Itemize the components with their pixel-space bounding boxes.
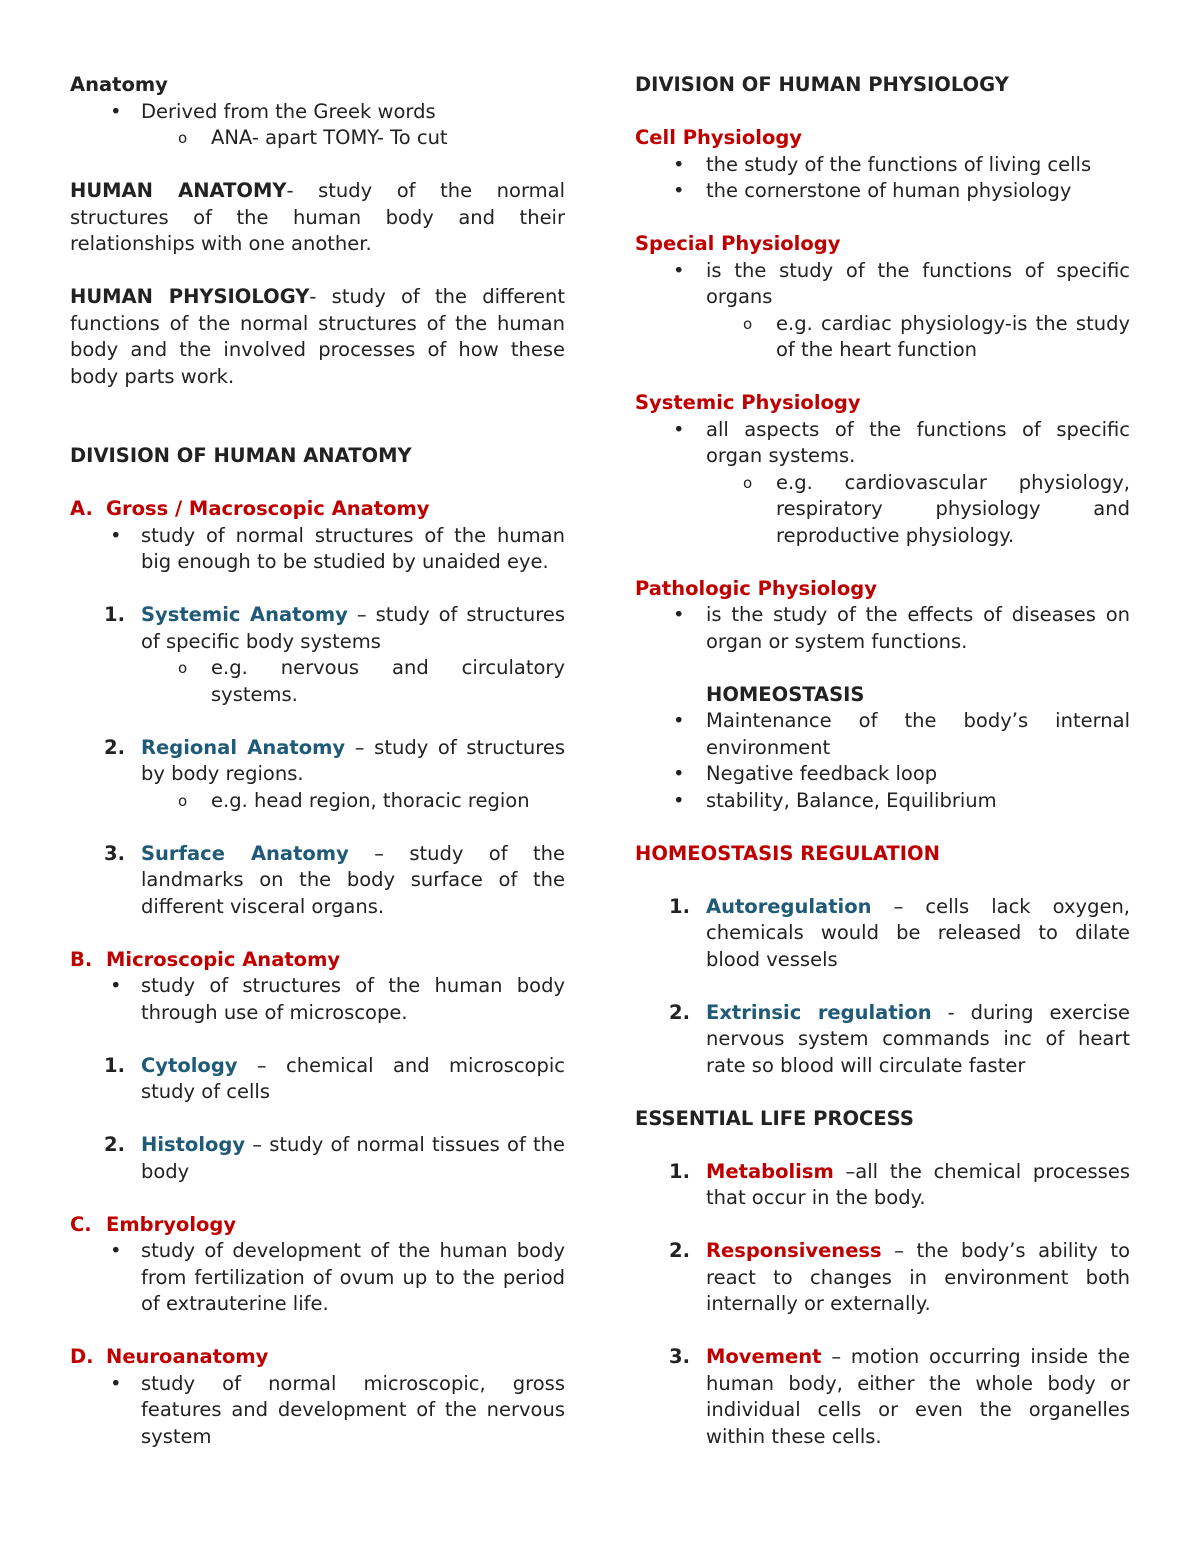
section-heading: A. Gross / Macroscopic Anatomy <box>70 497 430 520</box>
list-item: • Derived from the Greek words <box>70 99 565 126</box>
sub-bullet-marker: o <box>178 129 188 147</box>
section-heading: D. Neuroanatomy <box>70 1345 269 1368</box>
list-item: • the cornerstone of human physiology <box>673 179 1072 202</box>
division-physiology-title: DIVISION OF HUMAN PHYSIOLOGY <box>635 73 1009 96</box>
bullet-marker: • <box>110 99 122 123</box>
list-item: • stability, Balance, Equilibrium <box>673 788 997 812</box>
numbered-item: 3. Surface Anatomy – study of the landmarks on the body surface of the different visceral organs. <box>104 841 565 918</box>
numbered-item: 2. Extrinsic regulation - during exercise nervous system commands inc of heart rate so blood will circulate faster <box>669 1000 1130 1077</box>
list-item: o e.g. nervous and circulatory systems. <box>178 656 565 706</box>
list-item: o e.g. cardiovascular physiology, respiratory physiology and reproductive physiology. <box>743 470 1130 547</box>
human-physiology-paragraph: HUMAN PHYSIOLOGY- study of the different functions of the normal structures of the human body and the involved processes of how these body parts work. <box>70 285 566 388</box>
section-heading: HOMEOSTASIS REGULATION <box>635 841 940 865</box>
numbered-item: 3. Movement – motion occurring inside the human body, either the whole body or individual cells or even the organelles within these cells. <box>669 1345 1130 1448</box>
division-anatomy-title: DIVISION OF HUMAN ANATOMY <box>70 444 412 467</box>
section-heading: Special Physiology <box>635 232 841 255</box>
numbered-item: 1. Autoregulation – cells lack oxygen, chemicals would be released to dilate blood vessels <box>669 894 1130 971</box>
list-item: • study of normal microscopic, gross features and development of the nervous system <box>110 1371 565 1448</box>
list-item: • study of development of the human body from fertilization of ovum up to the period of extrauterine life. <box>110 1239 565 1315</box>
list-item: • is the study of the effects of diseases on organ or system functions. <box>673 603 1130 653</box>
section-heading: C. Embryology <box>70 1212 237 1236</box>
left-column <box>70 72 565 1450</box>
section-heading: Systemic Physiology <box>635 391 861 414</box>
homeostasis-title: HOMEOSTASIS <box>706 682 865 706</box>
numbered-item: 2. Regional Anatomy – study of structures by body regions. <box>104 735 565 785</box>
list-item: o e.g. cardiac physiology-is the study of the heart function <box>743 311 1130 361</box>
section-heading: B. Microscopic Anatomy <box>70 947 341 971</box>
list-item: • Negative feedback loop <box>673 762 938 785</box>
list-item: • the study of the functions of living cells <box>673 152 1092 176</box>
numbered-item: 2. Responsiveness – the body’s ability to react to changes in environment both internally or externally. <box>669 1239 1130 1315</box>
anatomy-title: Anatomy <box>70 73 168 96</box>
list-item: • study of normal structures of the human big enough to be studied by unaided eye. <box>110 523 565 573</box>
list-item: • is the study of the functions of specific organs <box>673 258 1130 308</box>
numbered-item: 1. Cytology – chemical and microscopic study of cells <box>104 1053 565 1103</box>
list-item: o e.g. head region, thoracic region <box>178 788 530 812</box>
right-column <box>635 72 1130 1450</box>
section-heading: Pathologic Physiology <box>635 576 877 600</box>
section-heading: Cell Physiology <box>635 126 803 149</box>
essential-life-process-title: ESSENTIAL LIFE PROCESS <box>635 1106 914 1130</box>
human-anatomy-paragraph: HUMAN ANATOMY- study of the normal structures of the human body and their relationships with one another. <box>70 179 565 255</box>
list-item: • all aspects of the functions of specific organ systems. <box>673 417 1130 467</box>
numbered-item: 1. Metabolism –all the chemical processes that occur in the body. <box>669 1159 1130 1209</box>
list-item: • study of structures of the human body through use of microscope. <box>110 974 565 1024</box>
list-item: • Maintenance of the body’s internal environment <box>673 709 1130 759</box>
numbered-item: 2. Histology – study of normal tissues of the body <box>104 1133 565 1183</box>
list-item: o ANA- apart TOMY- To cut <box>70 125 565 152</box>
numbered-item: 1. Systemic Anatomy – study of structures of specific body systems <box>104 603 566 653</box>
